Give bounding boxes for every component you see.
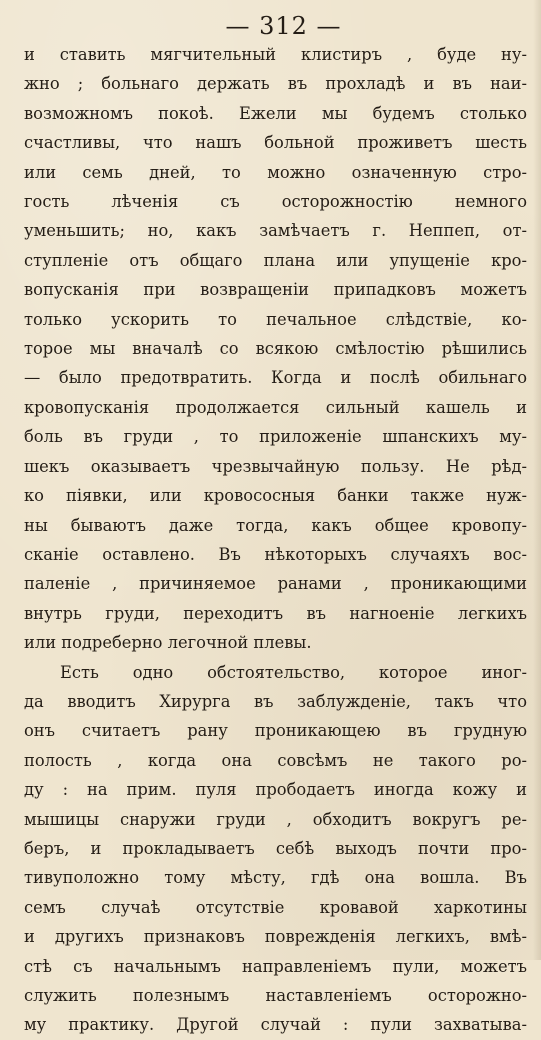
text-line: вопусканія при возвращеніи припадковъ можетъ	[24, 280, 527, 300]
text-line: только ускорить то печальное слѣдствіе, ко-	[24, 309, 527, 329]
text-line: паленіе , причиняемое ранами , проникающими	[24, 574, 527, 594]
text-line: ду : на прим. пуля прободаетъ иногда кожу и	[24, 780, 527, 800]
page-edge-shadow	[533, 0, 541, 960]
text-line: мышицы снаружи груди , обходитъ вокругъ ре-	[24, 809, 527, 829]
text-line: да вводитъ Хирурга въ заблужденіе, такъ что	[24, 691, 527, 711]
text-line: гость лѣченія съ осторожностію немного	[24, 192, 527, 212]
text-line: кровопусканія продолжается сильный кашель и	[24, 397, 527, 417]
text-line: и другихъ признаковъ поврежденія легкихъ, вмѣ-	[24, 927, 527, 947]
text-line: торое мы вначалѣ со всякою смѣлостію рѣшились	[24, 339, 527, 359]
text-line: тивуположно тому мѣсту, гдѣ она вошла. Въ	[24, 868, 527, 888]
text-line: — было предотвратить. Когда и послѣ обильнаго	[24, 368, 527, 388]
text-line: ны бываютъ даже тогда, какъ общее кровопу-	[24, 515, 527, 535]
text-line: и ставить мягчительный клистиръ , буде ну-	[24, 45, 527, 64]
text-line: полость , когда она совсѣмъ не такого ро-	[24, 750, 527, 770]
text-line: семъ случаѣ отсутствіе кровавой харкотины	[24, 897, 527, 917]
paragraph-start-line: Есть одно обстоятельство, которое иног-	[60, 662, 527, 682]
page-number: — 312 —	[225, 12, 342, 40]
text-line: сканіе оставлено. Въ нѣкоторыхъ случаяхъ вос-	[24, 544, 527, 564]
text-line: ко піявки, или кровососныя банки также нуж-	[24, 486, 527, 506]
body-text	[24, 40, 527, 1040]
text-line: шекъ оказываетъ чрезвычайную пользу. Не рѣд-	[24, 456, 527, 476]
text-line: онъ считаетъ рану проникающею въ грудную	[24, 721, 527, 741]
text-line: жно ; больнаго держать въ прохладѣ и въ наи-	[24, 74, 527, 94]
text-line: или семь дней, то можно означенную стро-	[24, 162, 527, 182]
text-line: возможномъ покоѣ. Ежели мы будемъ столько	[24, 103, 527, 123]
text-line: внутрь груди, переходитъ въ нагноеніе легкихъ	[24, 603, 527, 623]
text-line: счастливы, что нашъ больной проживетъ шесть	[24, 133, 527, 153]
text-line: стѣ съ начальнымъ направленіемъ пули, можетъ	[24, 956, 527, 976]
text-line: му практику. Другой случай : пули захватыва-	[24, 1015, 527, 1035]
text-line: ступленіе отъ общаго плана или упущеніе кро-	[24, 250, 527, 270]
text-line: беръ, и прокладываетъ себѣ выходъ почти про-	[24, 838, 527, 858]
paragraph-end-line: или подреберно легочной плевы.	[24, 633, 312, 653]
text-line: боль въ груди , то приложеніе шпанскихъ му-	[24, 427, 527, 447]
text-line: служить полезнымъ наставленіемъ осторожно-	[24, 986, 527, 1005]
text-line: уменьшить; но, какъ замѣчаетъ г. Неппеп, от-	[24, 221, 527, 241]
